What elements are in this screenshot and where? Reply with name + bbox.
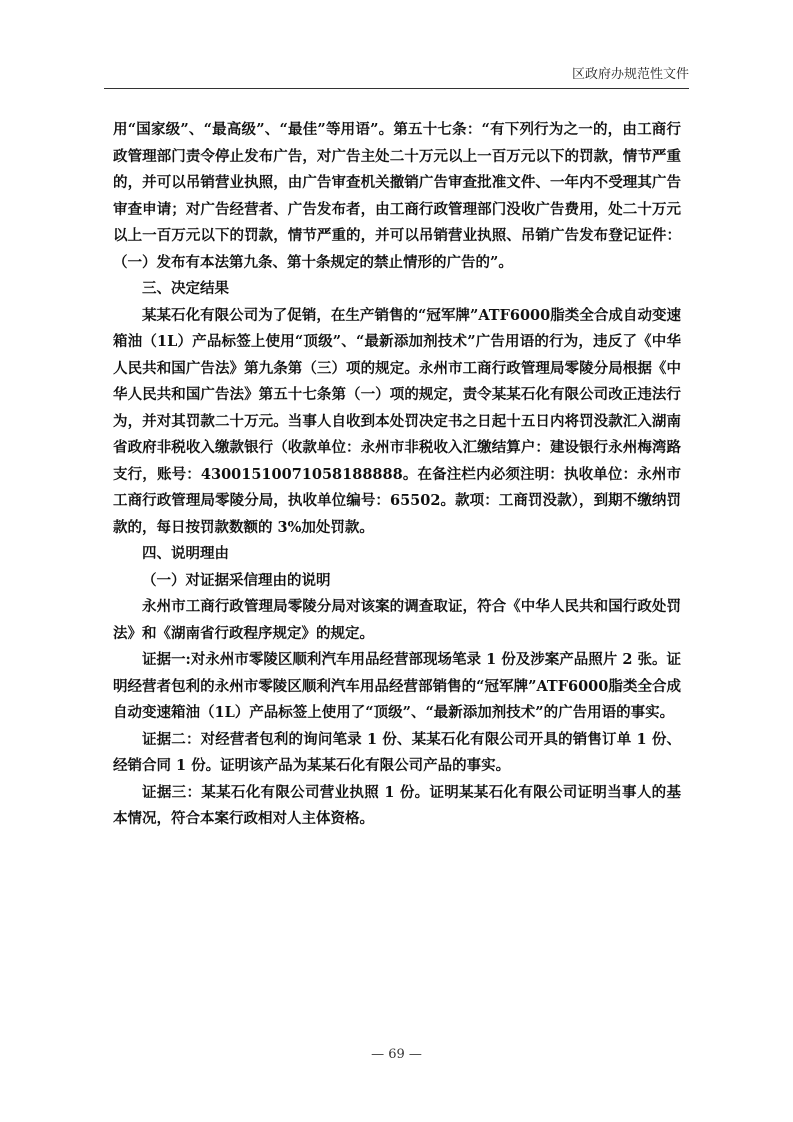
header-title: 区政府办规范性文件 [571,67,689,82]
paragraph-evidence-3: 证据三：某某石化有限公司营业执照 1 份。证明某某石化有限公司证明当事人的基本情况，符合本案行政相对人主体资格。 [113,783,681,827]
paragraph-evidence-2: 证据二：对经营者包利的询问笔录 1 份、某某石化有限公司开具的销售订单 1 份、经销合同 1 份。证明该产品为某某石化有限公司产品的事实。 [113,730,681,774]
paragraph-evidence-1: 证据一:对永州市零陵区顺利汽车用品经营部现场笔录 1 份及涉案产品照片 2 张。证明经营者包利的永州市零陵区顺利汽车用品经营部销售的“冠军牌”ATF6000脂类全合成自动变速箱油（1L）产品标签上使用了“顶级”、“最新添加剂技术”的广告用语的事实。 [113,651,681,721]
subsection-heading-evidence: （一）对证据采信理由的说明 [142,571,331,589]
page-header [104,62,689,89]
paragraph-law-citation: 用“国家级”、“最高级”、“最佳”等用语”。第五十七条：“有下列行为之一的，由工商行政管理部门责令停止发布广告，对广告主处二十万元以上一百万元以下的罚款，情节严重的，并可以吊销营业执照，由广告审查机关撤销广告审查批准文件、一年内不受理其广告审查申请；对广告经营者、广告发布者，由工商行政管理部门没收广告费用，处二十万元以上一百万元以下的罚款，情节严重的，并可以吊销营业执照、吊销广告发布登记证件：（一）发布有本法第九条、第十条规定的禁止情形的广告的”。 [113,121,681,271]
document-body [113,117,681,833]
paragraph-investigation: 永州市工商行政管理局零陵分局对该案的调查取证，符合《中华人民共和国行政处罚法》和《湖南省行政程序规定》的规定。 [113,598,681,642]
paragraph-decision: 某某石化有限公司为了促销，在生产销售的“冠军牌”ATF6000脂类全合成自动变速箱油（1L）产品标签上使用“顶级”、“最新添加剂技术”广告用语的行为，违反了《中华人民共和国广告法》第九条第（三）项的规定。永州市工商行政管理局零陵分局根据《中华人民共和国广告法》第五十七条第（一）项的规定，责令某某石化有限公司改正违法行为，并对其罚款二十万元。当事人自收到本处罚决定书之日起十五日内将罚没款汇入湖南省政府非税收入缴款银行（收款单位：永州市非税收入汇缴结算户：建设银行永州梅湾路支行，账号：43001510071058188888。在备注栏内必须注明：执收单位：永州市工商行政管理局零陵分局，执收单位编号：65502。款项：工商罚没款），到期不缴纳罚款的，每日按罚款数额的 3%加处罚款。 [113,306,681,536]
section-heading-decision: 三、决定结果 [142,280,229,297]
page-number: — 69 — [371,1047,422,1062]
section-heading-reasons: 四、说明理由 [142,545,229,562]
